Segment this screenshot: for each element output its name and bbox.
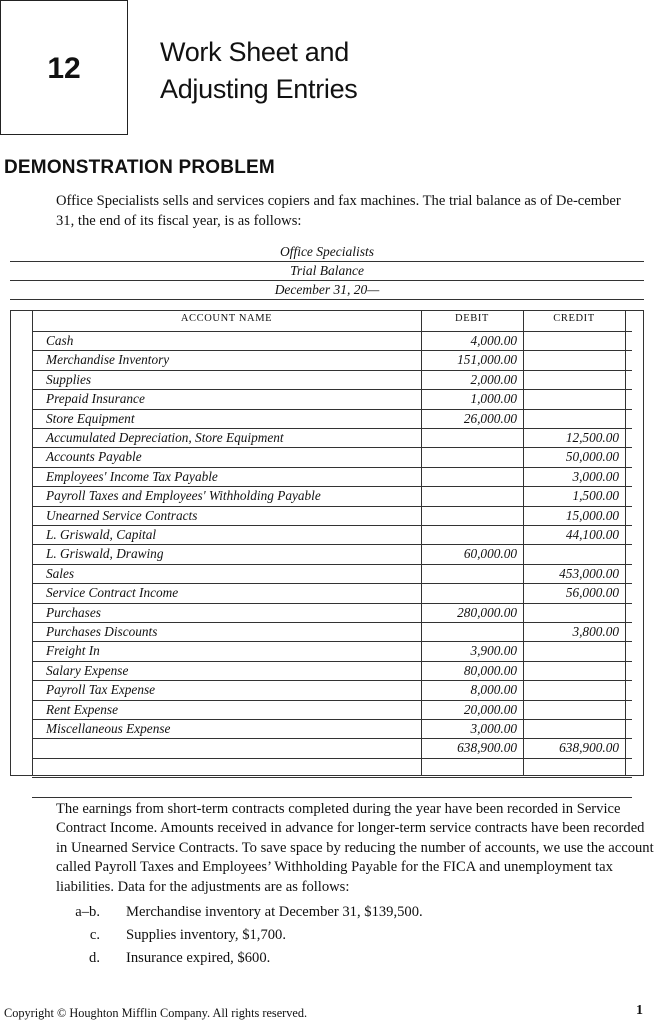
adjustment-letter: d. — [89, 950, 100, 966]
debit-total: 638,900.00 — [457, 740, 517, 756]
account-name-cell: Purchases — [46, 604, 101, 620]
credit-cell: 44,100.00 — [565, 527, 619, 542]
account-name-cell: Supplies — [46, 371, 92, 387]
account-name-cell: L. Griswald, Drawing — [46, 546, 164, 562]
statement-name: Trial Balance — [10, 262, 644, 281]
table-row — [10, 641, 644, 660]
row-rule — [32, 797, 632, 798]
table-row — [10, 370, 644, 389]
trial-balance-table — [10, 310, 644, 776]
account-name-cell: Merchandise Inventory — [46, 352, 170, 368]
adjustment-letter: c. — [89, 927, 100, 943]
table-row — [10, 350, 644, 369]
totals-row — [10, 738, 644, 757]
intro-paragraph: Office Specialists sells and services copiers and fax machines. The trial balance as of De-cember 31, the end of its fiscal year, is as follows: — [56, 193, 621, 229]
column-header-credit: CREDIT — [553, 313, 595, 324]
company-name: Office Specialists — [10, 243, 644, 262]
table-row — [10, 331, 644, 350]
table-row — [10, 525, 644, 544]
table-row — [10, 622, 644, 641]
table-row — [10, 428, 644, 447]
credit-cell: 15,000.00 — [565, 507, 619, 523]
credit-cell: 453,000.00 — [559, 565, 619, 581]
table-row — [10, 389, 644, 408]
debit-cell: 20,000.00 — [463, 701, 517, 717]
adjustment-text: Insurance expired, $600. — [126, 950, 271, 966]
debit-cell: 8,000.00 — [470, 682, 517, 698]
debit-cell: 60,000.00 — [463, 546, 517, 562]
adjustment-text: Merchandise inventory at December 31, $139,500. — [126, 904, 423, 920]
debit-cell: 3,900.00 — [470, 643, 517, 659]
debit-cell: 4,000.00 — [470, 333, 517, 348]
section-heading: DEMONSTRATION PROBLEM — [4, 157, 275, 178]
account-name-cell: Store Equipment — [46, 410, 135, 426]
credit-cell: 3,000.00 — [572, 468, 619, 484]
credit-cell: 12,500.00 — [565, 430, 619, 445]
column-header-debit: DEBIT — [455, 313, 489, 324]
account-name-cell: Freight In — [46, 643, 100, 659]
blank-row — [10, 777, 644, 796]
account-name-cell: Accumulated Depreciation, Store Equipment — [46, 430, 284, 445]
table-row — [10, 447, 644, 466]
account-name-cell: L. Griswald, Capital — [46, 527, 157, 542]
account-name-cell: Salary Expense — [46, 662, 129, 678]
table-row — [10, 583, 644, 602]
chapter-title-line2: Adjusting Entries — [160, 74, 358, 104]
debit-cell: 80,000.00 — [463, 662, 517, 678]
credit-cell: 3,800.00 — [572, 624, 619, 639]
adjustment-letter: a–b. — [75, 904, 100, 920]
account-name-cell: Sales — [46, 565, 75, 581]
debit-cell: 2,000.00 — [470, 371, 517, 387]
account-name-cell: Accounts Payable — [46, 449, 142, 465]
column-header-account-name: ACCOUNT NAME — [180, 313, 273, 324]
account-name-cell: Miscellaneous Expense — [46, 721, 171, 736]
chapter-title-line1: Work Sheet and — [160, 37, 349, 67]
credit-cell: 50,000.00 — [565, 449, 619, 465]
adjustment-text: Supplies inventory, $1,700. — [126, 927, 286, 943]
credit-cell: 56,000.00 — [565, 585, 619, 601]
credit-cell: 1,500.00 — [572, 488, 619, 504]
copyright-notice: Copyright © Houghton Mifflin Company. All rights reserved. — [4, 1006, 308, 1020]
table-row — [10, 680, 644, 699]
account-name-cell: Cash — [46, 333, 74, 348]
page-number: 1 — [636, 1003, 643, 1018]
table-row — [10, 486, 644, 505]
account-name-cell: Employees' Income Tax Payable — [46, 468, 218, 484]
credit-total: 638,900.00 — [559, 740, 619, 756]
table-row — [10, 409, 644, 428]
debit-cell: 151,000.00 — [457, 352, 517, 368]
debit-cell: 3,000.00 — [470, 721, 517, 736]
table-row — [10, 544, 644, 563]
chapter-title — [160, 34, 358, 108]
account-name-cell: Purchases Discounts — [46, 624, 158, 639]
account-name-cell: Prepaid Insurance — [46, 391, 145, 407]
account-name-cell: Payroll Taxes and Employees' Withholding Payable — [46, 488, 321, 504]
table-row — [10, 719, 644, 738]
debit-cell: 26,000.00 — [463, 410, 517, 426]
account-name-cell: Payroll Tax Expense — [46, 682, 156, 698]
account-name-cell: Unearned Service Contracts — [46, 507, 198, 523]
statement-date: December 31, 20— — [10, 281, 644, 300]
body-paragraph: The earnings from short-term contracts completed during the year have been recorded in Service Contract Income. Amounts received in advance for longer-term service contracts have been recorded in Unearned Service Contracts. To save space by reducing the number of accounts, we use the account called Payroll Taxes and Employees’ Withholding Payable for the FICA and unemployment tax liabilities. Data for the adjustments are as follows: — [56, 801, 654, 895]
table-row — [10, 564, 644, 583]
account-name-cell: Rent Expense — [46, 701, 118, 717]
table-row — [10, 506, 644, 525]
table-row — [10, 700, 644, 719]
blank-row — [10, 758, 644, 777]
debit-cell: 280,000.00 — [457, 604, 517, 620]
table-row — [10, 603, 644, 622]
table-row — [10, 661, 644, 680]
debit-cell: 1,000.00 — [470, 391, 517, 407]
table-row — [10, 467, 644, 486]
account-name-cell: Service Contract Income — [46, 585, 179, 601]
chapter-number: 12 — [47, 52, 81, 85]
